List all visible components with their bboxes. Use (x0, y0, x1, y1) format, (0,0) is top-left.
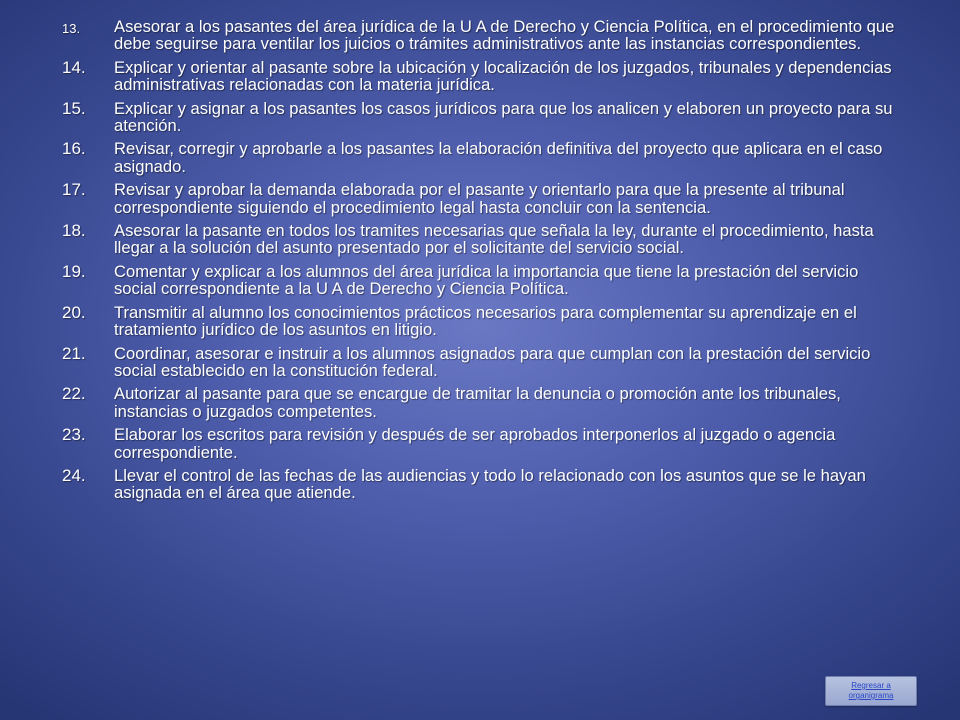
list-item (62, 59, 902, 94)
item-text: Revisar, corregir y aprobarle a los pasantes la elaboración definitiva del proyecto que aplicara en el caso asignado. (114, 139, 883, 176)
item-text: Autorizar al pasante para que se encargue de tramitar la denuncia o promoción ante los tribunales, instancias o juzgados competentes. (114, 384, 841, 421)
item-number: 17. (62, 180, 86, 200)
back-button-label: Regresar a organigrama (848, 681, 894, 700)
item-text: Explicar y orientar al pasante sobre la ubicación y localización de los juzgados, tribunales y dependencias administrativas relacionadas con la materia jurídica. (114, 57, 892, 95)
item-number: 21. (62, 343, 86, 363)
list-item (62, 385, 902, 420)
item-number: 22. (62, 384, 86, 404)
item-text: Revisar y aprobar la demanda elaborada por el pasante y orientarlo para que la presente al tribunal correspondiente siguiendo el procedimiento legal hasta concluir con la sentencia. (114, 180, 845, 217)
list-item (62, 100, 902, 135)
list-item (62, 304, 902, 339)
list-item (62, 18, 902, 53)
item-text: Comentar y explicar a los alumnos del área jurídica la importancia que tiene la prestación del servicio social correspondiente a la U A de Derecho y Ciencia Política. (114, 261, 859, 299)
item-text: Asesorar a los pasantes del área jurídica de la U A de Derecho y Ciencia Política, en el procedimiento que debe seguirse para ventilar los juicios o trámites administrativos ante las instancias correspondientes. (114, 17, 895, 54)
item-number: 24. (62, 465, 86, 485)
item-number: 16. (62, 139, 86, 159)
item-number: 23. (62, 425, 86, 445)
item-text: Explicar y asignar a los pasantes los casos jurídicos para que los analicen y elaboren un proyecto para su atención. (114, 98, 893, 136)
list-item (62, 181, 902, 216)
item-number: 14. (62, 57, 86, 77)
item-number: 13. (62, 21, 81, 36)
item-number: 15. (62, 98, 86, 118)
item-text: Elaborar los escritos para revisión y después de ser aprobados interponerlos al juzgado o agencia correspondiente. (114, 425, 836, 462)
list-item (62, 345, 902, 380)
item-text: Coordinar, asesorar e instruir a los alumnos asignados para que cumplan con la prestación del servicio social establecido en la constitución federal. (114, 343, 871, 380)
item-number: 18. (62, 221, 86, 241)
item-text: Llevar el control de las fechas de las audiencias y todo lo relacionado con los asuntos que se le hayan asignada en el área que atiende. (114, 465, 866, 503)
functions-list (62, 18, 902, 508)
list-item (62, 222, 902, 257)
list-item (62, 263, 902, 298)
item-text: Transmitir al alumno los conocimientos prácticos necesarios para complementar su aprendizaje en el tratamiento jurídico de los asuntos en litigio. (114, 302, 857, 340)
list-item (62, 140, 902, 175)
item-number: 19. (62, 261, 86, 281)
list-item (62, 426, 902, 461)
list-item (62, 467, 902, 502)
back-to-organigrama-button[interactable] (825, 676, 917, 706)
item-number: 20. (62, 302, 86, 322)
item-text: Asesorar la pasante en todos los tramites necesarias que señala la ley, durante el procedimiento, hasta llegar a la solución del asunto presentado por el solicitante del servicio social. (114, 221, 874, 258)
